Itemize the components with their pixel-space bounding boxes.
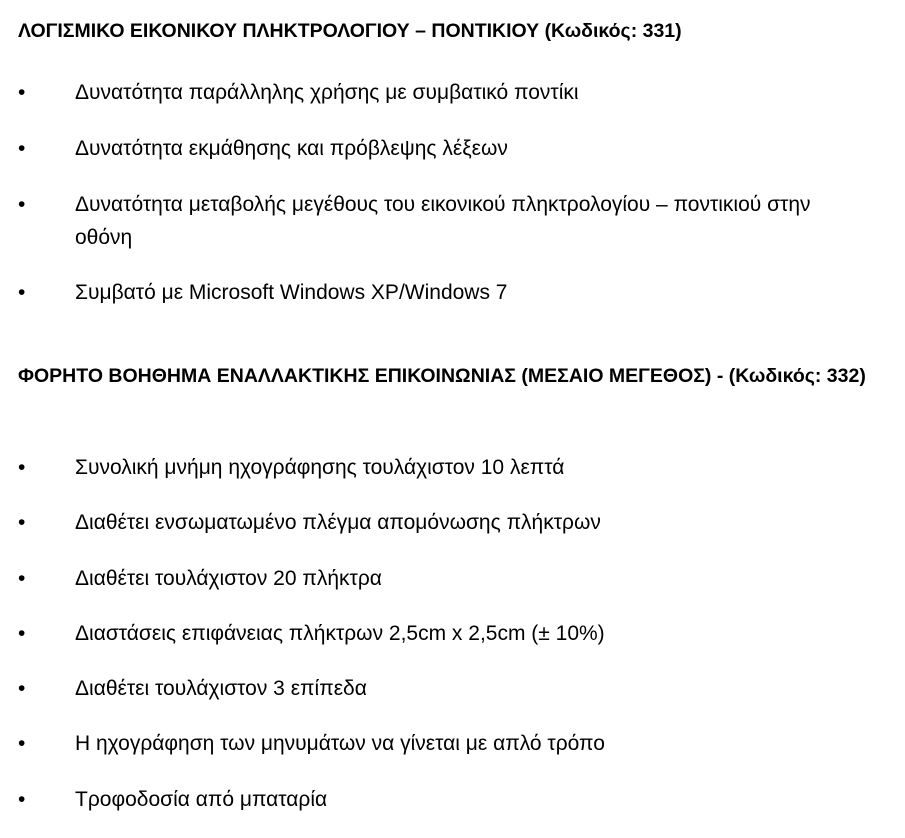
list-item: [18, 506, 871, 539]
bullet-icon: •: [18, 677, 26, 701]
list-item-text: Η ηχογράφηση των μηνυμάτων να γίνεται με απλό τρόπο: [75, 732, 605, 756]
section-title-virtual-keyboard: ΛΟΓΙΣΜΙΚΟ ΕΙΚΟΝΙΚΟΥ ΠΛΗΚΤΡΟΛΟΓΙΟΥ – ΠΟΝΤΙΚΙΟΥ (Κωδικός: 331): [18, 20, 682, 42]
list-item: [18, 132, 871, 165]
list-item-text: Συνολική μνήμη ηχογράφησης τουλάχιστον 10 λεπτά: [75, 456, 565, 479]
list-item: [18, 727, 871, 760]
bullet-icon: •: [18, 566, 26, 590]
section-title-communication-aid: ΦΟΡΗΤΟ ΒΟΗΘΗΜΑ ΕΝΑΛΛΑΚΤΙΚΗΣ ΕΠΙΚΟΙΝΩΝΙΑΣ (ΜΕΣΑΙΟ ΜΕΓΕΘΟΣ) - (Κωδικός: 332): [18, 365, 866, 387]
list-item: [18, 76, 871, 109]
list-item-text: Διαθέτει ενσωματωμένο πλέγμα απομόνωσης πλήκτρων: [75, 511, 601, 535]
bullet-icon: •: [18, 787, 26, 811]
bullet-icon: •: [18, 456, 26, 479]
feature-list-communication-aid: [18, 451, 871, 838]
list-item-text: Τροφοδοσία από μπαταρία: [75, 787, 328, 811]
feature-list-virtual-keyboard: [18, 76, 871, 332]
list-item-text: Δυνατότητα παράλληλης χρήσης με συμβατικό ποντίκι: [75, 81, 579, 104]
list-item: [18, 562, 871, 595]
list-item: [18, 783, 871, 816]
list-item-text: Διαθέτει τουλάχιστον 20 πλήκτρα: [75, 566, 382, 590]
list-item-text: Δυνατότητα μεταβολής μεγέθους του εικονικού πληκτρολογίου – ποντικιού στην οθόνη: [75, 193, 811, 249]
bullet-icon: •: [18, 621, 26, 645]
list-item: [18, 451, 871, 484]
list-item-text: Διαστάσεις επιφάνειας πλήκτρων 2,5cm x 2,5cm (± 10%): [75, 621, 605, 645]
bullet-icon: •: [18, 193, 26, 216]
list-item: [18, 188, 871, 254]
bullet-icon: •: [18, 511, 26, 535]
list-item-text: Διαθέτει τουλάχιστον 3 επίπεδα: [75, 677, 367, 701]
list-item: [18, 672, 871, 705]
bullet-icon: •: [18, 732, 26, 756]
list-item-text: Συμβατό με Microsoft Windows XP/Windows 7: [75, 281, 508, 304]
bullet-icon: •: [18, 81, 26, 104]
bullet-icon: •: [18, 281, 26, 304]
list-item: [18, 276, 871, 309]
list-item: [18, 617, 871, 650]
list-item-text: Δυνατότητα εκμάθησης και πρόβλεψης λέξεων: [75, 137, 508, 160]
bullet-icon: •: [18, 137, 26, 160]
